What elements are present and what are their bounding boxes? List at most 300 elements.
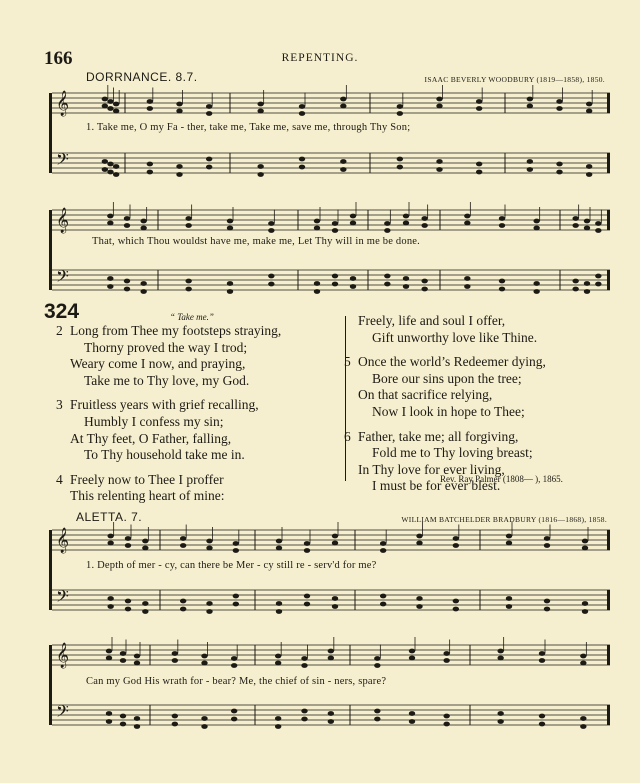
note-head	[497, 649, 503, 654]
note-head	[206, 539, 212, 544]
note-head	[506, 541, 512, 546]
note-head	[582, 601, 588, 606]
note-head	[332, 604, 338, 609]
note-head	[384, 274, 390, 279]
note-head	[140, 281, 146, 286]
note-head	[409, 649, 415, 654]
note-head	[464, 214, 470, 219]
tune1-lyric-line-1: 1. Take me, O my Fa - ther, take me, Take me, save me, through Thy Son;	[86, 122, 411, 133]
note-head	[276, 539, 282, 544]
stanza-line: Gift unworthy love like Thine.	[372, 329, 538, 345]
note-head	[332, 274, 338, 279]
note-head	[201, 661, 207, 666]
bass-clef: 𝄢	[56, 586, 69, 610]
stanza-line: Long from Thee my footsteps straying,	[70, 323, 282, 338]
final-barline	[607, 153, 610, 173]
note-head	[584, 219, 590, 224]
note-head	[113, 164, 119, 169]
note-head	[533, 219, 539, 224]
stanza-line: Freely, life and soul I offer,	[358, 313, 506, 328]
stanza-line: To Thy household take me in.	[84, 447, 245, 463]
note-head	[301, 663, 307, 668]
stanza-line: I must be for ever blest.	[372, 478, 501, 494]
note-head	[436, 97, 442, 102]
note-head	[301, 656, 307, 661]
note-head	[476, 99, 482, 104]
treble-clef: 𝄞	[56, 643, 70, 668]
note-head	[332, 282, 338, 287]
note-head	[172, 722, 178, 727]
note-head	[176, 102, 182, 107]
note-head	[340, 167, 346, 172]
note-head	[572, 287, 578, 292]
stanza-line: Father, take me; all forgiving,	[358, 428, 519, 444]
note-head	[185, 287, 191, 292]
note-head	[107, 99, 113, 104]
note-head	[206, 111, 212, 116]
note-head	[499, 223, 505, 228]
note-head	[464, 284, 470, 289]
note-head	[572, 223, 578, 228]
note-head	[201, 716, 207, 721]
note-head	[409, 656, 415, 661]
note-head	[384, 221, 390, 226]
note-head	[539, 722, 545, 727]
note-head	[580, 724, 586, 729]
note-head	[436, 104, 442, 109]
note-head	[125, 543, 131, 548]
running-head: REPENTING.	[281, 52, 359, 64]
note-head	[539, 714, 545, 719]
note-head	[582, 609, 588, 614]
note-head	[476, 162, 482, 167]
note-head	[533, 289, 539, 294]
note-head	[233, 594, 239, 599]
note-head	[142, 546, 148, 551]
note-head	[374, 709, 380, 714]
note-head	[299, 157, 305, 162]
tune2-system2-brace-bar	[49, 645, 52, 725]
note-head	[397, 157, 403, 162]
note-head	[142, 609, 148, 614]
note-head	[142, 539, 148, 544]
stanza-line: Take me to Thy love, my God.	[84, 372, 250, 388]
note-head	[206, 609, 212, 614]
note-head	[268, 228, 274, 233]
note-head	[340, 159, 346, 164]
note-head	[350, 276, 356, 281]
note-head	[384, 228, 390, 233]
note-head	[180, 599, 186, 604]
note-head	[374, 663, 380, 668]
note-head	[134, 724, 140, 729]
stanza-number: 5	[344, 354, 351, 370]
note-head	[403, 284, 409, 289]
note-head	[120, 651, 126, 656]
note-head	[580, 661, 586, 666]
note-head	[595, 274, 601, 279]
note-head	[506, 604, 512, 609]
note-head	[380, 541, 386, 546]
note-head	[304, 548, 310, 553]
stanza-line: Bore our sins upon the tree;	[372, 370, 522, 386]
note-head	[556, 170, 562, 175]
note-head	[102, 159, 108, 164]
note-head	[125, 607, 131, 612]
note-head	[403, 214, 409, 219]
tune1-system2-brace-bar	[49, 210, 52, 290]
page-number: 166	[44, 48, 73, 69]
note-head	[275, 716, 281, 721]
note-head	[176, 164, 182, 169]
note-head	[102, 167, 108, 172]
note-head	[268, 221, 274, 226]
final-barline	[607, 590, 610, 610]
note-head	[476, 106, 482, 111]
note-head	[304, 594, 310, 599]
note-head	[340, 104, 346, 109]
note-head	[416, 596, 422, 601]
note-head	[134, 716, 140, 721]
note-head	[227, 289, 233, 294]
note-head	[275, 724, 281, 729]
note-head	[107, 604, 113, 609]
note-head	[113, 172, 119, 177]
note-head	[499, 216, 505, 221]
note-head	[231, 656, 237, 661]
note-head	[556, 106, 562, 111]
tune2-lyric-line-1: 1. Depth of mer - cy, can there be Mer - cy still re - serv'd for me?	[86, 560, 377, 571]
note-head	[134, 661, 140, 666]
note-head	[172, 651, 178, 656]
note-head	[380, 602, 386, 607]
tune2-lyric-line-2: Can my God His wrath for - bear? Me, the chief of sin - ners, spare?	[86, 676, 387, 687]
note-head	[206, 104, 212, 109]
note-head	[107, 284, 113, 289]
note-head	[332, 541, 338, 546]
note-head	[301, 717, 307, 722]
note-head	[314, 281, 320, 286]
note-head	[206, 165, 212, 170]
stanza-line: Humbly I confess my sin;	[84, 413, 224, 429]
note-head	[185, 216, 191, 221]
note-head	[107, 596, 113, 601]
note-head	[231, 663, 237, 668]
note-head	[206, 601, 212, 606]
stanza-number: 4	[56, 471, 63, 487]
note-head	[147, 162, 153, 167]
stanza-line: Now I look in hope to Thee;	[372, 403, 525, 419]
note-head	[107, 162, 113, 167]
note-head	[497, 719, 503, 724]
note-head	[416, 541, 422, 546]
note-head	[304, 541, 310, 546]
composer-woodbury: ISAAC BEVERLY WOODBURY (1819—1858), 1850.	[424, 75, 605, 84]
note-head	[506, 534, 512, 539]
note-head	[134, 654, 140, 659]
note-head	[107, 170, 113, 175]
note-head	[106, 711, 112, 716]
note-head	[124, 223, 130, 228]
note-head	[436, 159, 442, 164]
note-head	[106, 649, 112, 654]
note-head	[421, 216, 427, 221]
note-head	[453, 536, 459, 541]
stanza-line: This relenting heart of mine:	[70, 488, 225, 504]
note-head	[539, 651, 545, 656]
note-head	[107, 276, 113, 281]
note-head	[476, 170, 482, 175]
stanza-line: Fold me to Thy loving breast;	[372, 445, 533, 461]
tune-name-dorrnance: DORRNANCE. 8.7.	[86, 70, 198, 84]
note-head	[416, 534, 422, 539]
note-head	[257, 172, 263, 177]
note-head	[124, 287, 130, 292]
note-head	[533, 281, 539, 286]
note-head	[328, 711, 334, 716]
note-head	[147, 170, 153, 175]
note-head	[499, 279, 505, 284]
composer-bradbury: WILLIAM BATCHELDER BRADBURY (1816—1868), 1858.	[401, 515, 607, 524]
note-head	[314, 219, 320, 224]
note-head	[586, 164, 592, 169]
note-head	[582, 546, 588, 551]
note-head	[443, 651, 449, 656]
stanza-line: Fruitless years with grief recalling,	[70, 397, 259, 413]
stanza-number: 2	[56, 323, 63, 338]
tune-name-aletta: ALETTA. 7.	[76, 510, 143, 524]
note-head	[403, 221, 409, 226]
stanza-line: Once the world’s Redeemer dying,	[358, 354, 546, 370]
bass-clef: 𝄢	[56, 266, 69, 290]
note-head	[227, 281, 233, 286]
note-head	[397, 111, 403, 116]
note-head	[436, 167, 442, 172]
note-head	[409, 719, 415, 724]
note-head	[527, 104, 533, 109]
note-head	[120, 722, 126, 727]
note-head	[556, 162, 562, 167]
note-head	[527, 167, 533, 172]
note-head	[443, 714, 449, 719]
note-head	[544, 536, 550, 541]
note-head	[374, 717, 380, 722]
note-head	[113, 102, 119, 107]
stanza-line: On that sacrifice relying,	[358, 387, 493, 403]
note-head	[499, 287, 505, 292]
note-head	[206, 546, 212, 551]
note-head	[582, 539, 588, 544]
note-head	[233, 541, 239, 546]
note-head	[120, 714, 126, 719]
note-head	[257, 102, 263, 107]
note-head	[464, 276, 470, 281]
note-head	[340, 97, 346, 102]
hymn-tag: “ Take me.”	[170, 312, 214, 322]
note-head	[584, 226, 590, 231]
note-head	[276, 601, 282, 606]
note-head	[586, 109, 592, 114]
note-head	[185, 279, 191, 284]
note-head	[180, 536, 186, 541]
note-head	[586, 172, 592, 177]
note-head	[231, 709, 237, 714]
note-head	[314, 289, 320, 294]
note-head	[176, 172, 182, 177]
note-head	[332, 228, 338, 233]
note-head	[147, 106, 153, 111]
note-head	[506, 596, 512, 601]
note-head	[544, 599, 550, 604]
note-head	[125, 536, 131, 541]
note-head	[421, 287, 427, 292]
note-head	[106, 719, 112, 724]
note-head	[443, 658, 449, 663]
note-head	[328, 656, 334, 661]
note-head	[172, 658, 178, 663]
note-head	[106, 656, 112, 661]
note-head	[275, 654, 281, 659]
note-head	[595, 282, 601, 287]
note-head	[416, 604, 422, 609]
bass-clef: 𝄢	[56, 701, 69, 725]
stanza-line: Freely now to Thee I proffer	[70, 471, 224, 487]
note-head	[328, 649, 334, 654]
note-head	[107, 221, 113, 226]
note-head	[328, 719, 334, 724]
note-head	[350, 284, 356, 289]
final-barline	[607, 93, 610, 113]
stanza-line: In Thy love for ever living,	[358, 461, 505, 477]
note-head	[227, 219, 233, 224]
note-head	[107, 106, 113, 111]
note-head	[453, 607, 459, 612]
treble-clef: 𝄞	[56, 528, 70, 553]
note-head	[124, 279, 130, 284]
note-head	[403, 276, 409, 281]
note-head	[124, 216, 130, 221]
note-head	[350, 221, 356, 226]
note-head	[374, 656, 380, 661]
author-credit: Rev. Ray Palmer (1808— ), 1865.	[440, 474, 563, 484]
note-head	[180, 607, 186, 612]
stanza-number: 6	[344, 428, 351, 444]
note-head	[539, 658, 545, 663]
note-head	[180, 543, 186, 548]
note-head	[185, 223, 191, 228]
note-head	[380, 594, 386, 599]
note-head	[301, 709, 307, 714]
note-head	[595, 221, 601, 226]
note-head	[140, 226, 146, 231]
note-head	[299, 165, 305, 170]
note-head	[544, 607, 550, 612]
stanza-line: Weary come I now, and praying,	[70, 356, 246, 372]
note-head	[497, 656, 503, 661]
note-head	[421, 223, 427, 228]
stanza-line: Thorny proved the way I trod;	[84, 339, 248, 355]
note-head	[107, 534, 113, 539]
final-barline	[607, 210, 610, 230]
note-head	[584, 289, 590, 294]
tune1-lyric-line-2: That, which Thou wouldst have me, make me, Let Thy will in me be done.	[92, 236, 420, 247]
note-head	[268, 274, 274, 279]
note-head	[206, 157, 212, 162]
note-head	[102, 104, 108, 109]
note-head	[231, 717, 237, 722]
note-head	[227, 226, 233, 231]
note-head	[113, 109, 119, 114]
note-head	[397, 165, 403, 170]
note-head	[275, 661, 281, 666]
final-barline	[607, 270, 610, 290]
note-head	[580, 654, 586, 659]
note-head	[556, 99, 562, 104]
note-head	[233, 602, 239, 607]
note-head	[443, 722, 449, 727]
note-head	[125, 599, 131, 604]
note-head	[584, 281, 590, 286]
final-barline	[607, 705, 610, 725]
note-head	[453, 543, 459, 548]
note-head	[257, 109, 263, 114]
note-head	[332, 534, 338, 539]
tune1-system1-brace-bar	[49, 93, 52, 173]
stanza-number: 3	[56, 397, 63, 413]
note-head	[276, 546, 282, 551]
note-head	[572, 216, 578, 221]
note-head	[140, 289, 146, 294]
note-head	[314, 226, 320, 231]
tune2-system1-brace-bar	[49, 530, 52, 610]
note-head	[397, 104, 403, 109]
note-head	[201, 724, 207, 729]
note-head	[332, 221, 338, 226]
note-head	[176, 109, 182, 114]
note-head	[527, 97, 533, 102]
note-head	[544, 543, 550, 548]
note-head	[120, 658, 126, 663]
note-head	[409, 711, 415, 716]
note-head	[233, 548, 239, 553]
final-barline	[607, 530, 610, 550]
note-head	[380, 548, 386, 553]
note-head	[102, 97, 108, 102]
treble-clef: 𝄞	[56, 208, 70, 233]
note-head	[107, 541, 113, 546]
note-head	[497, 711, 503, 716]
hymn-number: 324	[44, 300, 80, 323]
note-head	[527, 159, 533, 164]
note-head	[586, 102, 592, 107]
note-head	[268, 282, 274, 287]
note-head	[595, 228, 601, 233]
note-head	[172, 714, 178, 719]
note-head	[464, 221, 470, 226]
note-head	[140, 219, 146, 224]
note-head	[257, 164, 263, 169]
note-head	[201, 654, 207, 659]
final-barline	[607, 645, 610, 665]
note-head	[107, 214, 113, 219]
note-head	[384, 282, 390, 287]
note-head	[453, 599, 459, 604]
note-head	[421, 279, 427, 284]
note-head	[147, 99, 153, 104]
note-head	[580, 716, 586, 721]
stanza-line: At Thy feet, O Father, falling,	[70, 430, 232, 446]
note-head	[572, 279, 578, 284]
